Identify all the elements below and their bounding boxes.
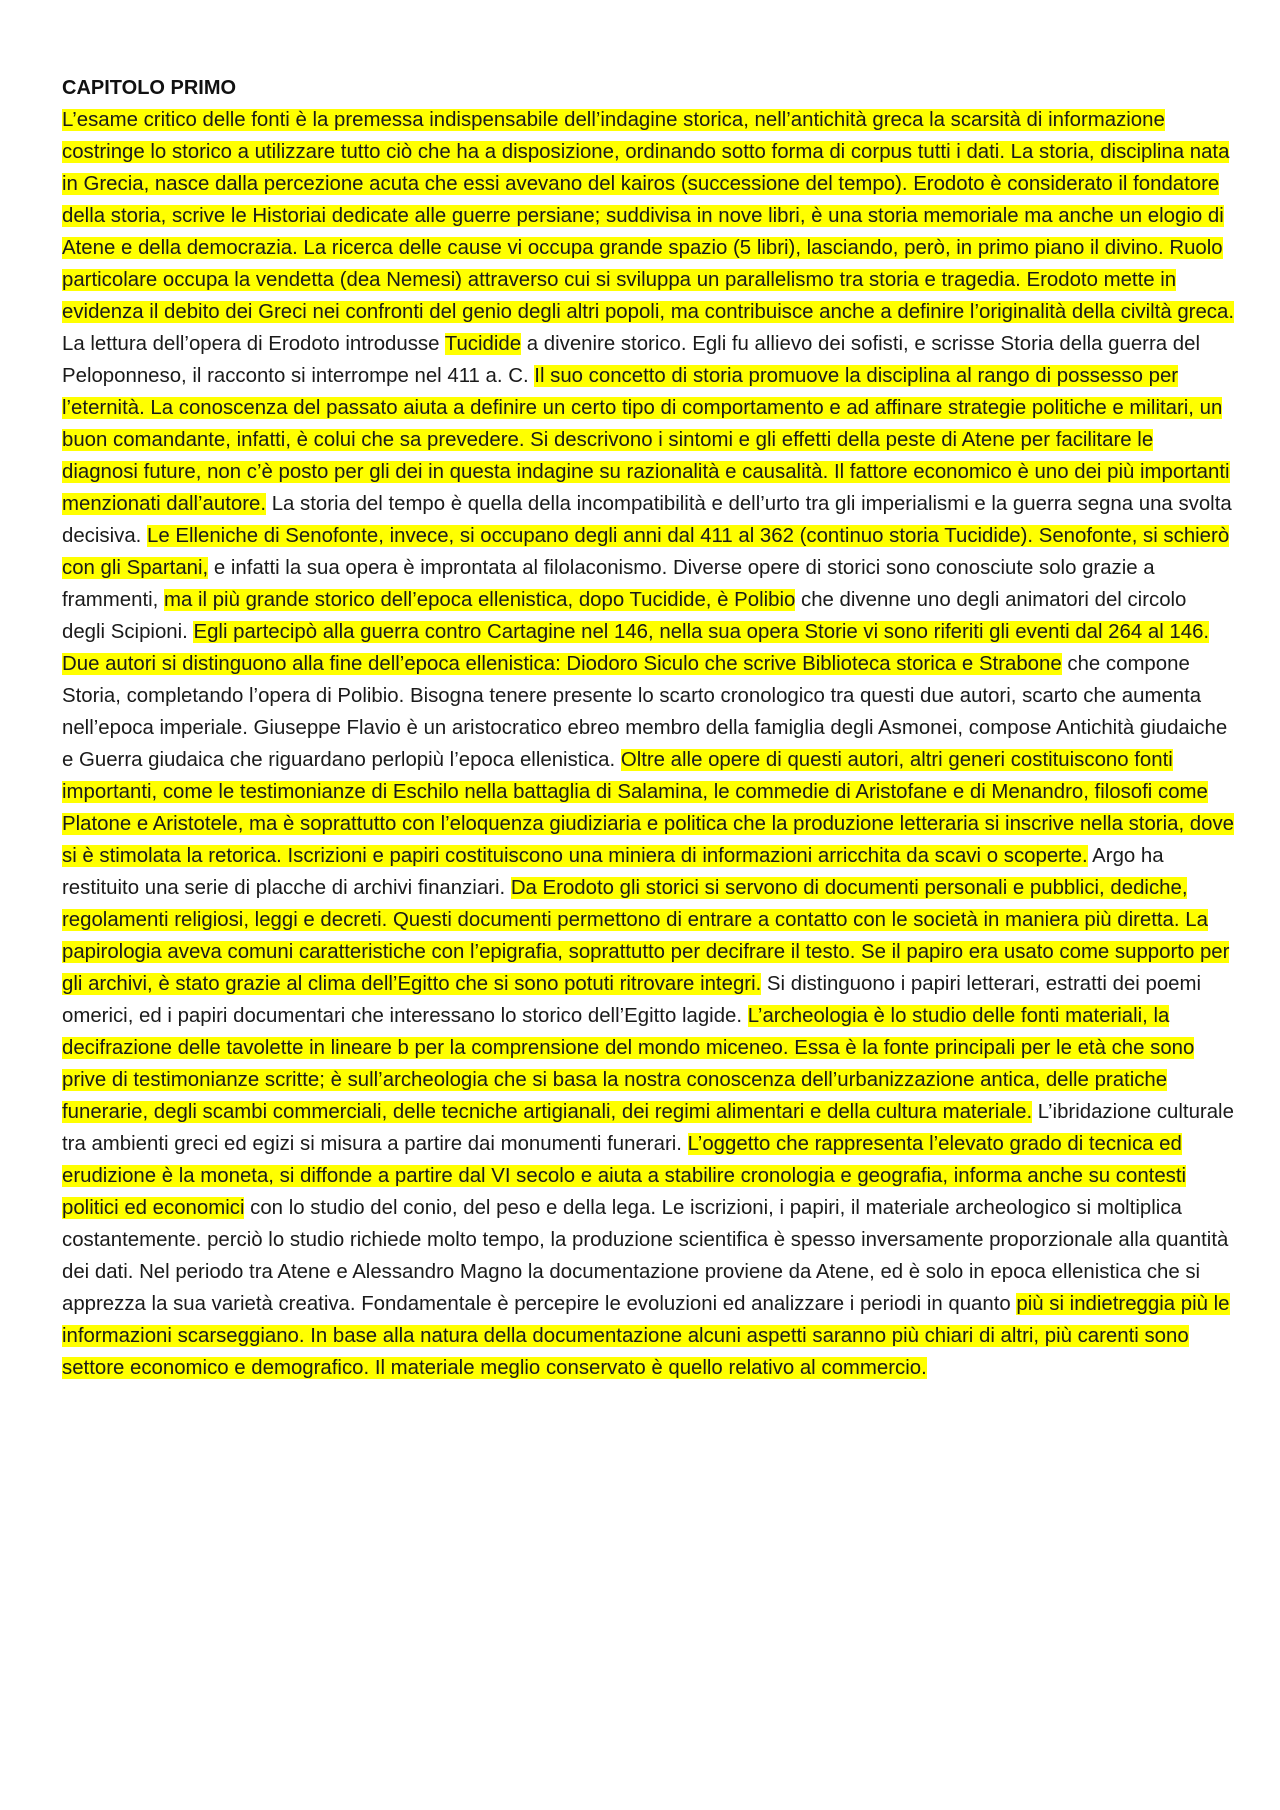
highlighted-text-segment: Le Elleniche di Senofonte, invece, si occupano degli anni dal 411 al 362 (continuo storia Tucidide). Senofonte, si schierò con gli Spartani,: [62, 525, 1230, 579]
highlighted-text-segment: più si indietreggia più le informazioni scarseggiano. In base alla natura della documentazione alcuni aspetti saranno più chiari di altri, più carenti sono settore economico e demografico. Il materiale meglio conservato è quello relativo al commercio.: [62, 1293, 1230, 1379]
highlighted-text-segment: L’esame critico delle fonti è la premessa indispensabile dell’indagine storica, nell’antichità greca la scarsità di informazione costringe lo storico a utilizzare tutto ciò che ha a disposizione, ordinando sotto forma di corpus tutti i dati. La storia, disciplina nata in Grecia, nasce dalla percezione acuta che essi avevano del kairos (successione del tempo). Erodoto è considerato il fondatore della storia, scrive le Historiai dedicate alle guerre persiane; suddivisa in nove libri, è una storia memoriale ma anche un elogio di Atene e della democrazia. La ricerca delle cause vi occupa grande spazio (5 libri), lasciando, però, in primo piano il divino. Ruolo particolare occupa la vendetta (dea Nemesi) attraverso cui si sviluppa un parallelismo tra storia e tragedia. Erodoto mette in evidenza il debito dei Greci nei confronti del genio degli altri popoli, ma contribuisce anche a definire l’originalità della civiltà greca.: [62, 109, 1234, 323]
highlighted-text-segment: Tucidide: [444, 333, 522, 355]
document-page: [62, 72, 1234, 1384]
highlighted-text-segment: Il suo concetto di storia promuove la disciplina al rango di possesso per l’eternità. La conoscenza del passato aiuta a definire un certo tipo di comportamento e ad affinare strategie politiche e militari, un buon comandante, infatti, è colui che sa prevedere. Si descrivono i sintomi e gli effetti della peste di Atene per facilitare le diagnosi future, non c’è posto per gli dei in questa indagine su razionalità e causalità. Il fattore economico è uno dei più importanti menzionati dall’autore.: [62, 365, 1230, 515]
text-segment: che compone Storia, completando l’opera di Polibio. Bisogna tenere presente lo scarto cronologico tra questi due autori, scarto che aumenta nell’epoca imperiale. Giuseppe Flavio è un aristocratico ebreo membro della famiglia degli Asmonei, compose Antichità giudaiche e Guerra giudaica che riguardano perlopiù l’epoca ellenistica.: [62, 653, 1228, 771]
chapter-title: CAPITOLO PRIMO: [62, 77, 237, 99]
highlighted-text-segment: L’oggetto che rappresenta l’elevato grado di tecnica ed erudizione è la moneta, si diffonde a partire dal VI secolo e aiuta a stabilire cronologia e geografia, informa anche su contesti politici ed economici: [62, 1133, 1187, 1219]
highlighted-text-segment: L’archeologia è lo studio delle fonti materiali, la decifrazione delle tavolette in lineare b per la comprensione del mondo miceneo. Essa è la fonte principali per le età che sono prive di testimonianze scritte; è sull’archeologia che si basa la nostra conoscenza dell’urbanizzazione antica, delle pratiche funerarie, degli scambi commerciali, delle tecniche artigianali, dei regimi alimentari e della cultura materiale.: [62, 1005, 1195, 1123]
highlighted-text-segment: Egli partecipò alla guerra contro Cartagine nel 146, nella sua opera Storie vi sono riferiti gli eventi dal 264 al 146. Due autori si distinguono alla fine dell’epoca ellenistica: Diodoro Siculo che scrive Biblioteca storica e Strabone: [62, 621, 1210, 675]
text-segment: con lo studio del conio, del peso e della lega. Le iscrizioni, i papiri, il materiale archeologico si moltiplica costantemente. perciò lo studio richiede molto tempo, la produzione scientifica è spesso inversamente proporzionale alla quantità dei dati. Nel periodo tra Atene e Alessandro Magno la documentazione proviene da Atene, ed è solo in epoca ellenistica che si apprezza la sua varietà creativa. Fondamentale è percepire le evoluzioni ed analizzare i periodi in quanto: [62, 1197, 1229, 1315]
text-segment: Argo ha restituito una serie di placche di archivi finanziari.: [62, 845, 1164, 899]
text-segment: Si distinguono i papiri letterari, estratti dei poemi omerici, ed i papiri documentari che interessano lo storico dell’Egitto lagide.: [62, 973, 1202, 1027]
highlighted-text-segment: Da Erodoto gli storici si servono di documenti personali e pubblici, dediche, regolamenti religiosi, leggi e decreti. Questi documenti permettono di entrare a contatto con le società in maniera più diretta. La papirologia aveva comuni caratteristiche con l’epigrafia, soprattutto per decifrare il testo. Se il papiro era usato come supporto per gli archivi, è stato grazie al clima dell’Egitto che si sono potuti ritrovare integri.: [62, 877, 1230, 995]
text-segment: che divenne uno degli animatori del circolo degli Scipioni.: [62, 589, 1187, 643]
highlighted-text-segment: ma il più grande storico dell’epoca ellenistica, dopo Tucidide, è Polibio: [163, 589, 796, 611]
highlighted-text-segment: Oltre alle opere di questi autori, altri generi costituiscono fonti importanti, come le testimonianze di Eschilo nella battaglia di Salamina, le commedie di Aristofane e di Menandro, filosofi come Platone e Aristotele, ma è soprattutto con l’eloquenza giudiziaria e politica che la produzione letteraria si inscrive nella storia, dove si è stimolata la retorica. Iscrizioni e papiri costituiscono una miniera di informazioni arricchita da scavi o scoperte.: [62, 749, 1234, 867]
body-paragraph: [62, 104, 1234, 1384]
text-segment: La storia del tempo è quella della incompatibilità e dell’urto tra gli imperialismi e la guerra segna una svolta decisiva.: [62, 493, 1232, 547]
text-segment: a divenire storico. Egli fu allievo dei sofisti, e scrisse Storia della guerra del Peloponneso, il racconto si interrompe nel 411 a. C.: [62, 333, 1200, 387]
text-segment: La lettura dell’opera di Erodoto introdusse: [62, 333, 445, 355]
text-segment: L’ibridazione culturale tra ambienti greci ed egizi si misura a partire dai monumenti funerari.: [62, 1101, 1234, 1155]
text-segment: e infatti la sua opera è improntata al filolaconismo. Diverse opere di storici sono conosciute solo grazie a frammenti,: [62, 557, 1155, 611]
